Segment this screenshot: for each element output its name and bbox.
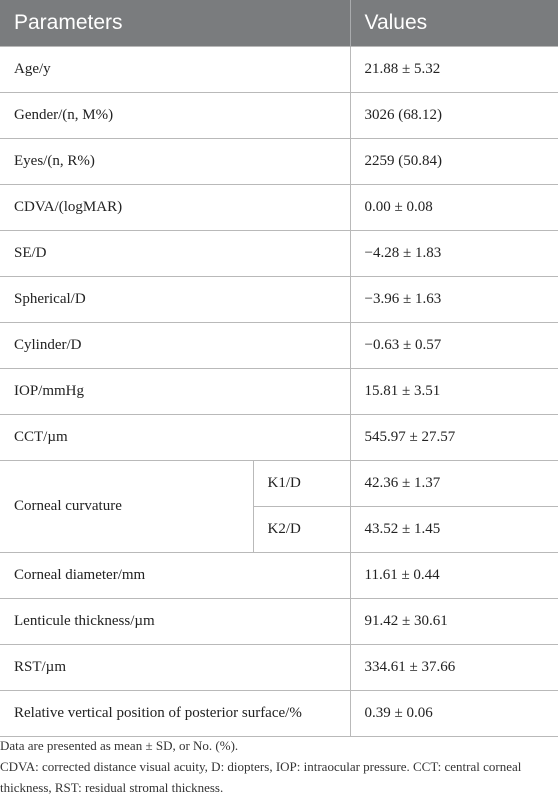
row-value: 334.61 ± 37.66 (350, 645, 558, 691)
k2-value: 43.52 ± 1.45 (350, 507, 558, 553)
row-parameter: RST/µm (0, 645, 350, 691)
row-parameter: Gender/(n, M%) (0, 93, 350, 139)
row-parameter: Spherical/D (0, 277, 350, 323)
row-parameter: Eyes/(n, R%) (0, 139, 350, 185)
row-parameter: IOP/mmHg (0, 369, 350, 415)
table-row (0, 645, 558, 691)
table-row (0, 93, 558, 139)
header-row (0, 0, 558, 47)
table-row (0, 415, 558, 461)
row-value: −4.28 ± 1.83 (350, 231, 558, 277)
k2-label: K2/D (253, 507, 350, 553)
table-row (0, 691, 558, 737)
table-footnotes (0, 735, 550, 798)
row-parameter: CCT/µm (0, 415, 350, 461)
k1-value: 42.36 ± 1.37 (350, 461, 558, 507)
row-parameter: CDVA/(logMAR) (0, 185, 350, 231)
table-row (0, 47, 558, 93)
table-row (0, 323, 558, 369)
header-values: Values (350, 0, 558, 47)
row-value: 11.61 ± 0.44 (350, 553, 558, 599)
row-parameter: Relative vertical position of posterior surface/% (0, 691, 350, 737)
row-value: −3.96 ± 1.63 (350, 277, 558, 323)
table-row (0, 553, 558, 599)
row-parameter: SE/D (0, 231, 350, 277)
table-row (0, 139, 558, 185)
table-row (0, 231, 558, 277)
table-row (0, 369, 558, 415)
header-parameters: Parameters (0, 0, 350, 47)
row-parameter: Corneal diameter/mm (0, 553, 350, 599)
row-value: 545.97 ± 27.57 (350, 415, 558, 461)
row-value: 0.00 ± 0.08 (350, 185, 558, 231)
row-parameter: Age/y (0, 47, 350, 93)
table-row (0, 599, 558, 645)
footnote-abbreviations: CDVA: corrected distance visual acuity, D: diopters, IOP: intraocular pressure. CCT: central corneal thickness, RST: residual stromal thickness. (0, 759, 522, 795)
row-value: 0.39 ± 0.06 (350, 691, 558, 737)
row-value: 91.42 ± 30.61 (350, 599, 558, 645)
table-row (0, 277, 558, 323)
corneal-curvature-label: Corneal curvature (0, 461, 253, 553)
row-parameter: Cylinder/D (0, 323, 350, 369)
row-parameter: Lenticule thickness/µm (0, 599, 350, 645)
footnote-data-presentation: Data are presented as mean ± SD, or No. (%). (0, 738, 239, 753)
table-row-curvature-k1 (0, 461, 558, 507)
k1-label: K1/D (253, 461, 350, 507)
row-value: 2259 (50.84) (350, 139, 558, 185)
row-value: 21.88 ± 5.32 (350, 47, 558, 93)
row-value: 15.81 ± 3.51 (350, 369, 558, 415)
row-value: −0.63 ± 0.57 (350, 323, 558, 369)
row-value: 3026 (68.12) (350, 93, 558, 139)
table-row (0, 185, 558, 231)
